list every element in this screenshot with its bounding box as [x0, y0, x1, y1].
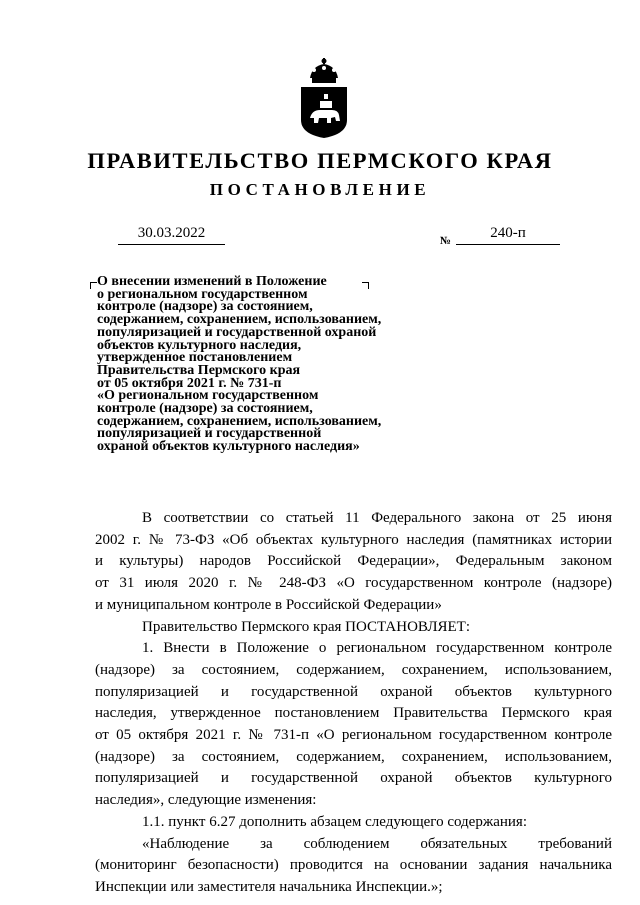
subject-line: О внесении изменений в Положение — [97, 274, 327, 289]
subject-line: популяризацией и государственной — [97, 426, 322, 442]
subject-line: утвержденное постановлением — [97, 350, 293, 366]
paragraph-decree — [95, 617, 612, 639]
text-line: Правительство Пермского края ПОСТАНОВЛЯЕТ: — [142, 618, 471, 635]
subject-line: контроле (надзоре) за состоянием, — [97, 299, 313, 315]
paragraph-legal-basis — [95, 508, 612, 617]
text-line: от 31 июля 2020 г. № 248-ФЗ «О государственном контроле (надзоре) — [95, 575, 612, 592]
subject-line: «О региональном государственном — [97, 388, 319, 404]
document-body — [95, 508, 612, 899]
document-type: ПОСТАНОВЛЕНИЕ — [209, 180, 431, 199]
text-line: и муниципальном контроле в Российской Федерации» — [95, 596, 442, 613]
subject-line: содержанием, сохранением, использованием, — [97, 413, 382, 429]
paragraph-item-1 — [95, 638, 612, 812]
text-line: «Наблюдение за соблюдением обязательных требований — [142, 835, 612, 852]
subject-line: охраной объектов культурного наследия» — [97, 439, 360, 455]
subject-line: популяризацией и государственной охраной — [97, 324, 377, 340]
text-line: Инспекции или заместителя начальника Инспекции.»; — [95, 878, 443, 895]
text-line: 1.1. пункт 6.27 дополнить абзацем следующего содержания: — [142, 813, 527, 830]
coat-of-arms-emblem — [298, 58, 350, 140]
subject-line: о региональном государственном — [97, 286, 308, 302]
paragraph-quote — [95, 834, 612, 899]
subject-line: объектов культурного наследия, — [97, 337, 302, 353]
text-line: популяризацией и государственной охраной объектов культурного — [95, 683, 612, 700]
paragraph-item-1-1 — [95, 812, 612, 834]
crown-icon — [310, 58, 338, 83]
subject-line: Правительства Пермского края — [97, 362, 301, 378]
text-line: (надзоре) за состоянием, содержанием, сохранением, использованием, — [95, 661, 612, 678]
organization-title: ПРАВИТЕЛЬСТВО ПЕРМСКОГО КРАЯ — [87, 148, 553, 173]
text-line: (надзоре) за состоянием, содержанием, сохранением, использованием, — [95, 748, 612, 765]
text-line: и культуры) народов Российской Федерации», Федеральным законом — [95, 553, 612, 570]
subject-bracket-left — [90, 282, 97, 289]
text-line: популяризацией и государственной охраной объектов культурного — [95, 770, 612, 787]
text-line: от 05 октября 2021 г. № 731-п «О региональном государственном контроле — [95, 727, 612, 744]
document-date: 30.03.2022 — [118, 225, 225, 245]
document-subject — [97, 276, 427, 454]
text-line: 2002 г. № 73-ФЗ «Об объектах культурного наследия (памятниках истории — [95, 531, 612, 548]
text-line: В соответствии со статьей 11 Федерального закона от 25 июня — [142, 510, 612, 526]
subject-line: содержанием, сохранением, использованием, — [97, 312, 382, 328]
text-line: (мониторинг безопасности) проводится на основании задания начальника — [95, 857, 612, 874]
number-sign: № — [440, 235, 452, 247]
subject-line: от 05 октября 2021 г. № 731-п — [97, 375, 282, 391]
text-line: 1. Внести в Положение о региональном государственном контроле — [142, 640, 612, 657]
text-line: наследия», следующие изменения: — [95, 792, 317, 809]
subject-line: контроле (надзоре) за состоянием, — [97, 401, 313, 417]
document-number: 240-п — [456, 225, 560, 245]
text-line: наследия, утвержденное постановлением Правительства Пермского края — [95, 705, 612, 722]
